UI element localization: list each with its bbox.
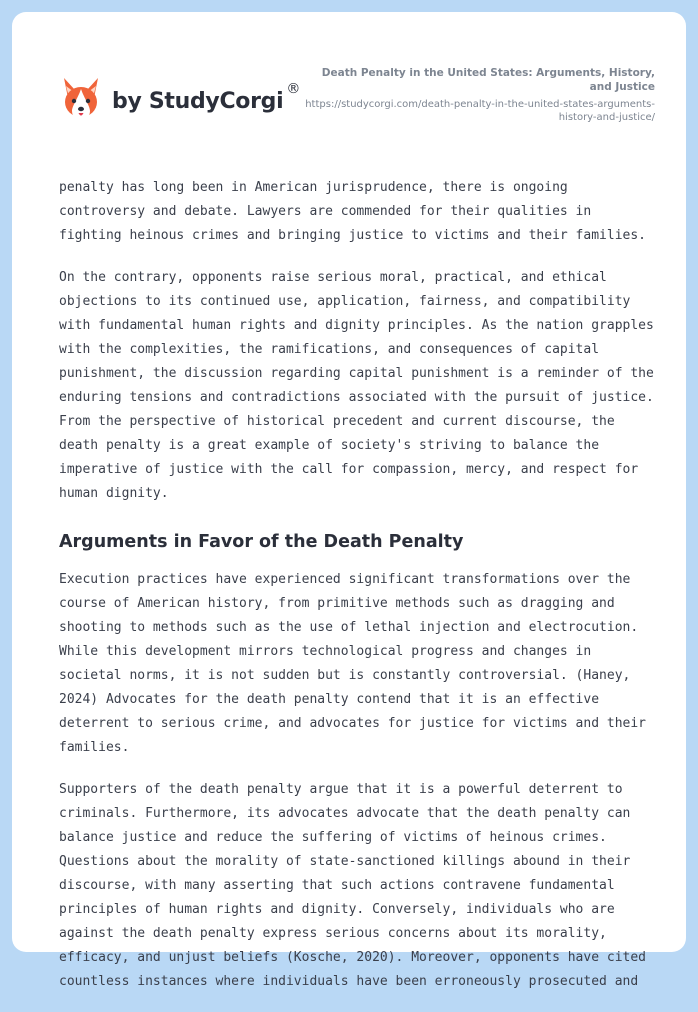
section-heading: Arguments in Favor of the Death Penalty — [59, 532, 464, 552]
document-meta — [305, 66, 655, 124]
paragraph-4: Supporters of the death penalty argue that it is a powerful deterrent to criminals. Furthermore, its advocates advocate that the death penalty can balance justice and reduce the suffering of victims of heinous crimes. Questions about the morality of state-sanctioned killings abound in their discourse, with many asserting that such actions contravene fundamental principles of human rights and dignity. Conversely, individuals who are against the death penalty express serious concerns about its morality, efficacy, and unjust beliefs (Kosche, 2020). Moreover, opponents have cited countless instances where individuals have been erroneously prosecuted and — [59, 782, 646, 989]
document-page — [12, 12, 686, 989]
studycorgi-logo[interactable] — [60, 76, 300, 122]
registered-mark: ® — [286, 81, 301, 97]
document-url[interactable]: https://studycorgi.com/death-penalty-in-the-united-states-arguments-history-and-justice/ — [305, 99, 655, 123]
page-header — [12, 12, 686, 152]
document-title: Death Penalty in the United States: Arguments, History, and Justice — [321, 67, 655, 93]
paragraph-3: Execution practices have experienced significant transformations over the course of American history, from primitive methods such as dragging and shooting to methods such as the use of lethal injection and electrocution. While this development mirrors technological progress and changes in societal norms, it is not sudden but is constantly controversial. (Haney, 2024) Advocates for the death penalty contend that it is an effective deterrent to serious crime, and advocates for justice for victims and their families. — [59, 572, 646, 755]
corgi-logo-icon — [60, 76, 102, 122]
article-body — [59, 176, 659, 1012]
paragraph-2: On the contrary, opponents raise serious moral, practical, and ethical objections to its continued use, application, fairness, and compatibility with fundamental human rights and dignity principles. As the nation grapples with the complexities, the ramifications, and consequences of capital punishment, the discussion regarding capital punishment is a reminder of the enduring tensions and contradictions associated with the pursuit of justice. From the perspective of historical precedent and current discourse, the death penalty is a great example of society's striving to balance the imperative of justice with the call for compassion, mercy, and respect for human dignity. — [59, 270, 654, 501]
logo-wordmark: by StudyCorgi — [112, 88, 284, 114]
paragraph-1: penalty has long been in American jurisprudence, there is ongoing controversy and debate. Lawyers are commended for their qualities in fighting heinous crimes and bringing justice to victims and their families. — [59, 180, 646, 243]
